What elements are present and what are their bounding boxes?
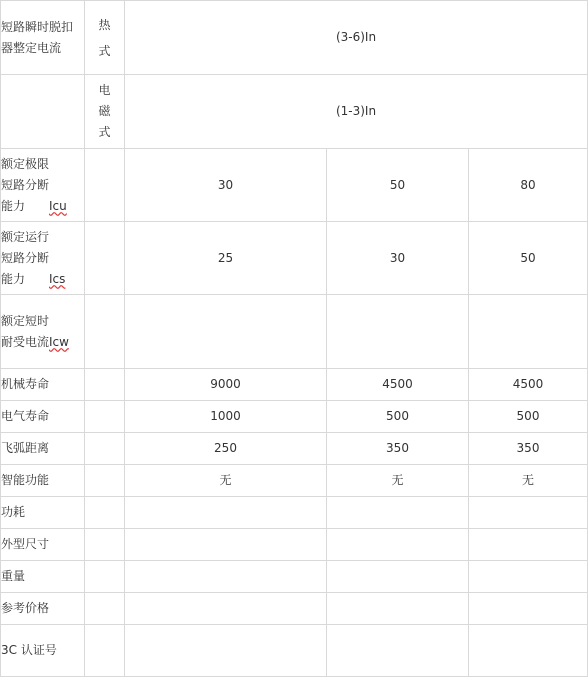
weight-label: 重量 (1, 561, 85, 593)
power-value-3 (469, 497, 588, 529)
ics-label (1, 222, 85, 295)
cert-label: 3C 认证号 (1, 625, 85, 677)
icw-label (1, 295, 85, 369)
power-sub-cell (85, 497, 125, 529)
dimensions-label: 外型尺寸 (1, 529, 85, 561)
icw-sub-cell (85, 295, 125, 369)
trip-current-label: 短路瞬时脱扣器整定电流 (1, 1, 85, 75)
elec-life-sub-cell (85, 401, 125, 433)
power-value-1 (125, 497, 327, 529)
arc-distance-value-3: 350 (469, 433, 588, 465)
icu-value-1: 30 (125, 149, 327, 222)
icw-abbr: Icw (49, 334, 69, 349)
price-value-1 (125, 593, 327, 625)
dimensions-value-3 (469, 529, 588, 561)
table-row (1, 497, 588, 529)
icu-abbr: Icu (49, 198, 67, 213)
mech-life-sub-cell (85, 369, 125, 401)
magnetic-sublabel-text: 电磁式 (98, 83, 111, 139)
table-row (1, 401, 588, 433)
icu-label (1, 149, 85, 222)
icu-label-text: 额定极限短路分断能力 (1, 156, 50, 213)
cert-value-2 (327, 625, 469, 677)
cert-sub-cell (85, 625, 125, 677)
icw-value-3 (469, 295, 588, 369)
smart-value-2: 无 (327, 465, 469, 497)
smart-value-3: 无 (469, 465, 588, 497)
icu-value-3: 80 (469, 149, 588, 222)
table-row (1, 465, 588, 497)
table-row (1, 295, 588, 369)
dimensions-value-2 (327, 529, 469, 561)
elec-life-value-2: 500 (327, 401, 469, 433)
icw-value-2 (327, 295, 469, 369)
icw-label-text: 额定短时耐受电流 (1, 313, 50, 349)
table-row (1, 433, 588, 465)
elec-life-value-1: 1000 (125, 401, 327, 433)
table-row (1, 625, 588, 677)
smart-sub-cell (85, 465, 125, 497)
arc-distance-value-1: 250 (125, 433, 327, 465)
ics-abbr: Ics (49, 271, 66, 286)
mech-life-value-3: 4500 (469, 369, 588, 401)
ics-value-1: 25 (125, 222, 327, 295)
dimensions-value-1 (125, 529, 327, 561)
smart-label: 智能功能 (1, 465, 85, 497)
arc-distance-label: 飞弧距离 (1, 433, 85, 465)
cert-value-1 (125, 625, 327, 677)
table-row (1, 149, 588, 222)
weight-value-1 (125, 561, 327, 593)
weight-value-2 (327, 561, 469, 593)
price-label: 参考价格 (1, 593, 85, 625)
elec-life-label: 电气寿命 (1, 401, 85, 433)
ics-sub-cell (85, 222, 125, 295)
price-sub-cell (85, 593, 125, 625)
table-row (1, 561, 588, 593)
smart-value-1: 无 (125, 465, 327, 497)
table-row (1, 1, 588, 75)
weight-sub-cell (85, 561, 125, 593)
mech-life-value-2: 4500 (327, 369, 469, 401)
thermal-sublabel (85, 1, 125, 75)
thermal-value: (3-6)In (125, 1, 588, 75)
magnetic-value: (1-3)In (125, 75, 588, 149)
dimensions-sub-cell (85, 529, 125, 561)
arc-distance-value-2: 350 (327, 433, 469, 465)
table-row (1, 75, 588, 149)
mech-life-label: 机械寿命 (1, 369, 85, 401)
arc-distance-sub-cell (85, 433, 125, 465)
price-value-2 (327, 593, 469, 625)
table-row (1, 369, 588, 401)
ics-label-text: 额定运行短路分断能力 (1, 229, 50, 286)
weight-value-3 (469, 561, 588, 593)
ics-value-3: 50 (469, 222, 588, 295)
magnetic-sublabel (85, 75, 125, 149)
price-value-3 (469, 593, 588, 625)
icw-value-1 (125, 295, 327, 369)
table-row (1, 593, 588, 625)
thermal-sublabel-text: 热式 (98, 17, 111, 58)
mech-life-value-1: 9000 (125, 369, 327, 401)
table-row (1, 222, 588, 295)
icu-sub-cell (85, 149, 125, 222)
table-row (1, 529, 588, 561)
power-label: 功耗 (1, 497, 85, 529)
cert-value-3 (469, 625, 588, 677)
elec-life-value-3: 500 (469, 401, 588, 433)
icu-value-2: 50 (327, 149, 469, 222)
ics-value-2: 30 (327, 222, 469, 295)
magnetic-row-label (1, 75, 85, 149)
power-value-2 (327, 497, 469, 529)
